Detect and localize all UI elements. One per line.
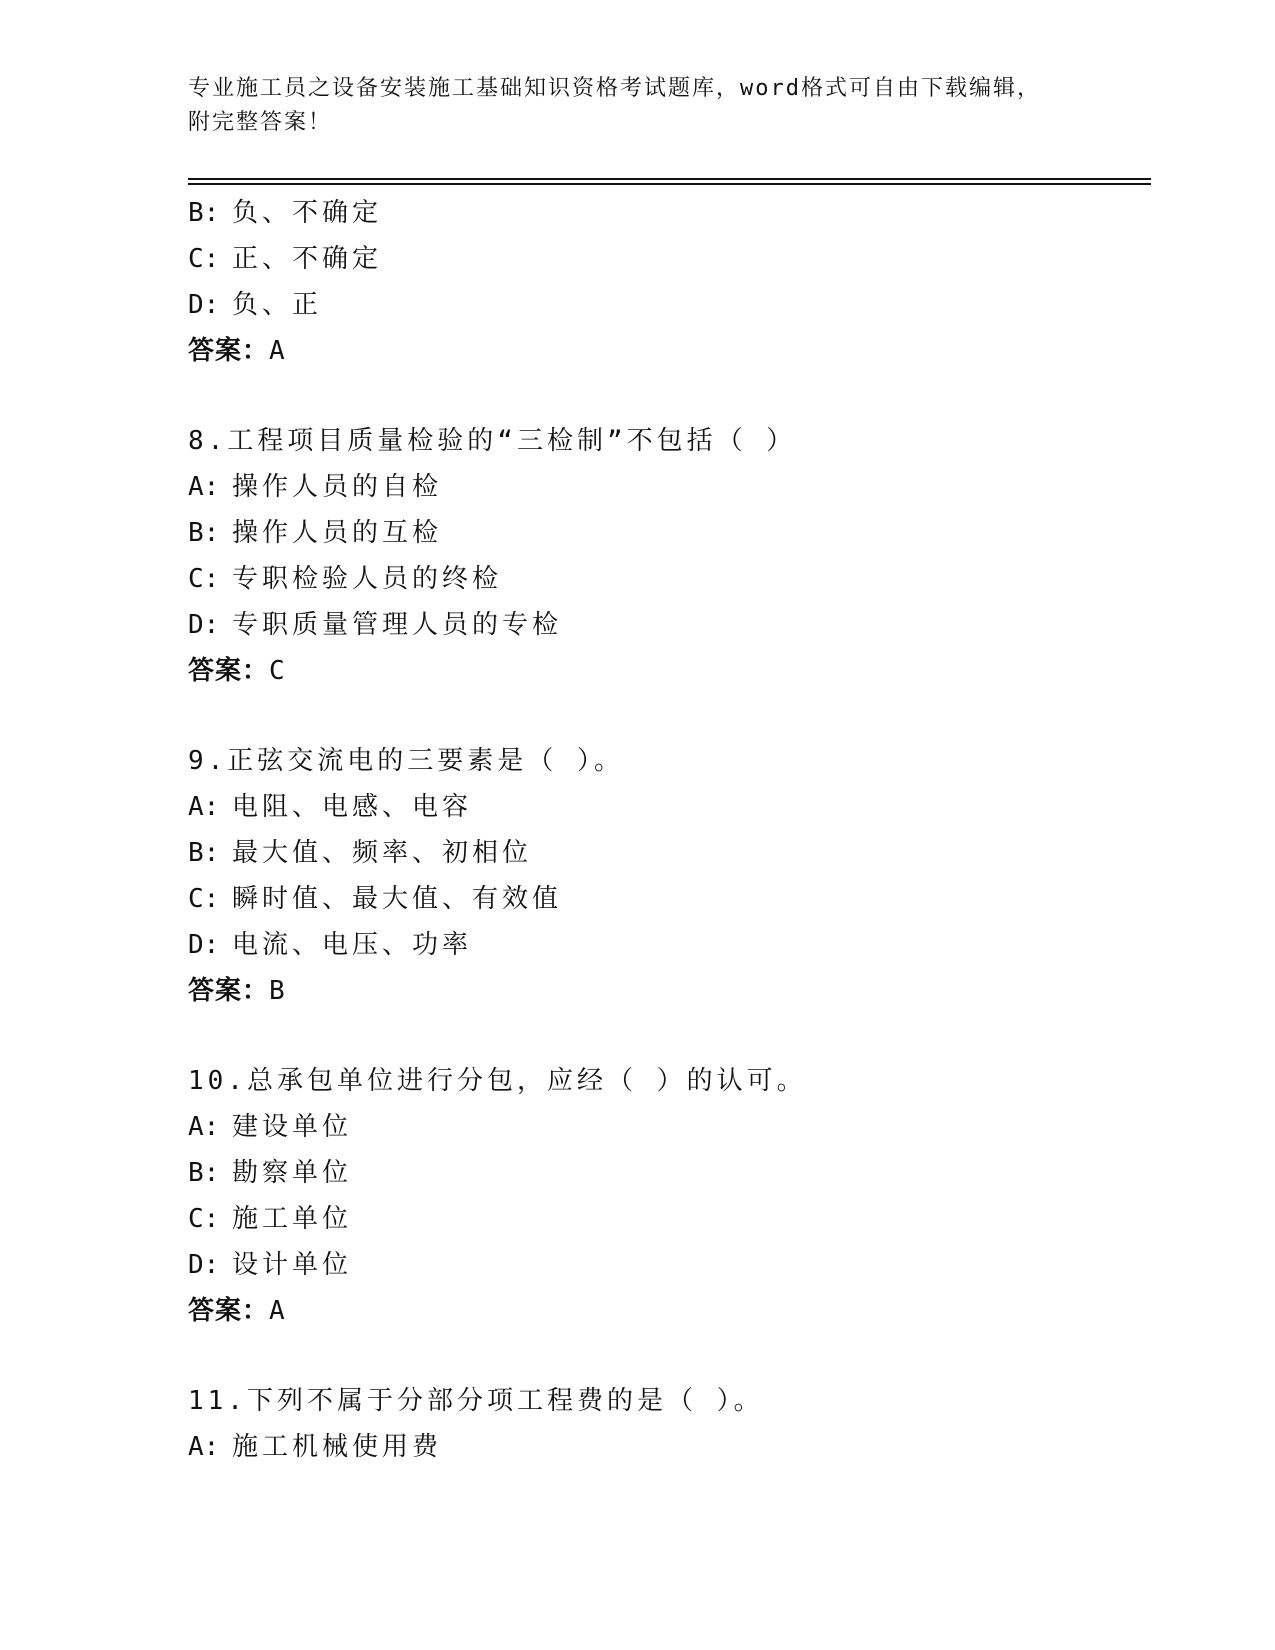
option-a: A: 电阻、电感、电容	[188, 792, 473, 822]
option-a: A: 操作人员的自检	[188, 472, 443, 502]
answer-line: 答案：C	[188, 656, 286, 686]
option-a: A: 建设单位	[188, 1112, 353, 1142]
question-block-11	[188, 1378, 1148, 1470]
question-block-9	[188, 738, 1148, 1014]
option-c: C: 专职检验人员的终检	[188, 564, 503, 594]
question-gap	[188, 1014, 1148, 1058]
question-stem: 8.工程项目质量检验的“三检制”不包括（ ）	[188, 426, 797, 456]
answer-line: 答案：A	[188, 336, 286, 366]
question-gap	[188, 374, 1148, 418]
question-block-8	[188, 418, 1148, 694]
header-line-1: 专业施工员之设备安装施工基础知识资格考试题库，word格式可自由下载编辑，	[188, 76, 1041, 101]
header-divider-bottom	[188, 183, 1151, 185]
option-c: C: 瞬时值、最大值、有效值	[188, 884, 563, 914]
question-block-7	[188, 190, 1148, 374]
answer-line: 答案：A	[188, 1296, 286, 1326]
option-b: B: 操作人员的互检	[188, 518, 443, 548]
option-b: B: 勘察单位	[188, 1158, 353, 1188]
header-divider-top	[188, 178, 1151, 180]
option-b: B: 负、不确定	[188, 198, 383, 228]
header-line-2: 附完整答案！	[188, 110, 333, 135]
option-d: D: 设计单位	[188, 1250, 353, 1280]
option-d: D: 专职质量管理人员的专检	[188, 610, 563, 640]
question-gap	[188, 694, 1148, 738]
option-d: D: 电流、电压、功率	[188, 930, 473, 960]
document-header	[188, 72, 1088, 140]
option-d: D: 负、正	[188, 290, 323, 320]
question-stem: 11.下列不属于分部分项工程费的是（ ）。	[188, 1386, 764, 1416]
option-c: C: 正、不确定	[188, 244, 383, 274]
question-list	[188, 190, 1148, 1470]
question-block-10	[188, 1058, 1148, 1334]
question-stem: 10.总承包单位进行分包，应经（ ）的认可。	[188, 1066, 807, 1096]
option-a: A: 施工机械使用费	[188, 1432, 443, 1462]
question-stem: 9.正弦交流电的三要素是（ ）。	[188, 746, 624, 776]
question-gap	[188, 1334, 1148, 1378]
option-c: C: 施工单位	[188, 1204, 353, 1234]
option-b: B: 最大值、频率、初相位	[188, 838, 533, 868]
answer-line: 答案：B	[188, 976, 286, 1006]
